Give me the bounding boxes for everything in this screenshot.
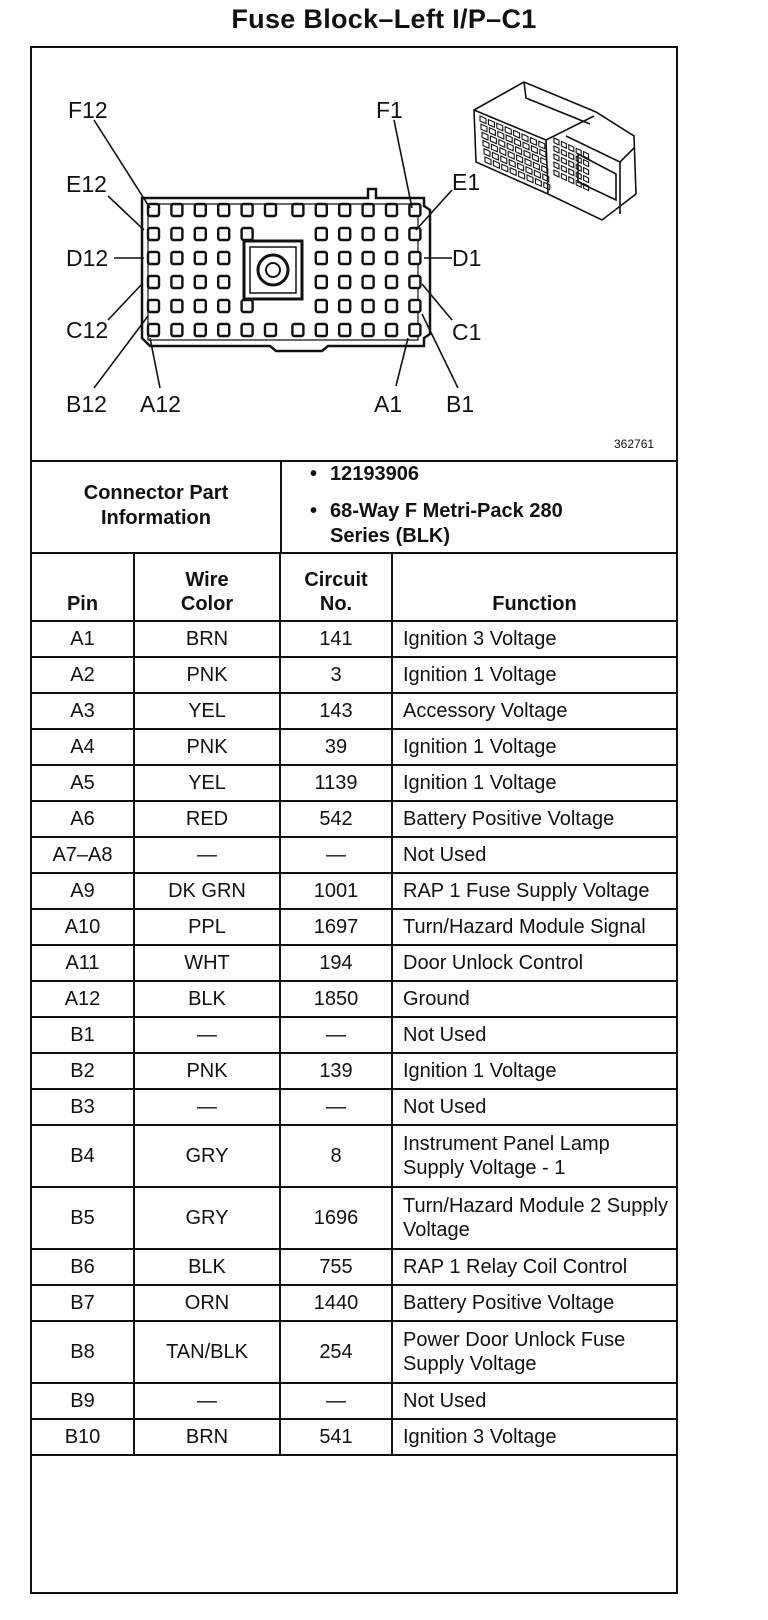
cell-pin: A7–A8 (32, 837, 134, 873)
cell-wire-color: PNK (134, 1053, 280, 1089)
cell-circuit-no: 194 (280, 945, 392, 981)
cell-function: Not Used (392, 1017, 676, 1053)
pin-cavity (386, 204, 397, 216)
cell-wire-color: BLK (134, 981, 280, 1017)
cell-wire-color: YEL (134, 693, 280, 729)
table-row (32, 1089, 676, 1125)
cell-circuit-no: 8 (280, 1125, 392, 1187)
pin-cavity (386, 252, 397, 264)
cell-circuit-no: 139 (280, 1053, 392, 1089)
cell-pin: A5 (32, 765, 134, 801)
pin-cavity (171, 300, 182, 312)
figure-number: 362761 (614, 437, 655, 451)
pin-cavity (292, 324, 303, 336)
pin-cavity (316, 300, 327, 312)
table-row (32, 621, 676, 657)
pin-cavity (386, 276, 397, 288)
cell-function: Not Used (392, 1383, 676, 1419)
pin-label-f12: F12 (68, 97, 108, 123)
pin-cavity (409, 300, 420, 312)
cell-function: Ignition 1 Voltage (392, 1053, 676, 1089)
cell-pin: B1 (32, 1017, 134, 1053)
table-row (32, 1321, 676, 1383)
cell-wire-color: RED (134, 801, 280, 837)
connector-isometric-view (474, 82, 636, 220)
cell-pin: B10 (32, 1419, 134, 1455)
table-row (32, 729, 676, 765)
cell-circuit-no: 1139 (280, 765, 392, 801)
pin-cavity (409, 228, 420, 240)
pin-label-e12: E12 (66, 171, 107, 197)
cell-circuit-no: 141 (280, 621, 392, 657)
table-row (32, 1285, 676, 1321)
cell-circuit-no: 541 (280, 1419, 392, 1455)
table-row (32, 801, 676, 837)
page-title: Fuse Block–Left I/P–C1 (231, 4, 537, 34)
cell-pin: A12 (32, 981, 134, 1017)
cell-wire-color: PNK (134, 729, 280, 765)
pin-cavity (148, 276, 159, 288)
cell-circuit-no: 1850 (280, 981, 392, 1017)
connector-face-drawing (32, 48, 676, 460)
table-row (32, 1125, 676, 1187)
table-row (32, 1249, 676, 1285)
pin-cavity (148, 324, 159, 336)
cell-pin: A10 (32, 909, 134, 945)
cell-pin: A2 (32, 657, 134, 693)
cell-wire-color: YEL (134, 765, 280, 801)
pin-cavity (386, 228, 397, 240)
cell-function: Ignition 1 Voltage (392, 765, 676, 801)
pin-cavity (409, 276, 420, 288)
connector-info-item: • 12193906 (310, 463, 419, 485)
pin-cavity (171, 252, 182, 264)
pin-cavity (242, 228, 253, 240)
pin-cavity (339, 204, 350, 216)
pin-cavity (148, 228, 159, 240)
connector-part-information (32, 460, 676, 554)
cell-circuit-no: 3 (280, 657, 392, 693)
cell-wire-color: BLK (134, 1249, 280, 1285)
cell-function: Door Unlock Control (392, 945, 676, 981)
cell-wire-color: — (134, 1017, 280, 1053)
pin-cavity (339, 228, 350, 240)
pinout-table (32, 552, 676, 1456)
table-row (32, 837, 676, 873)
table-row (32, 1053, 676, 1089)
table-row (32, 765, 676, 801)
connector-sheet (30, 46, 678, 1594)
cell-function: Accessory Voltage (392, 693, 676, 729)
cell-pin: A1 (32, 621, 134, 657)
connector-info-label: Connector Part Information (32, 460, 282, 552)
pin-cavity (339, 252, 350, 264)
pin-cavity (218, 276, 229, 288)
pin-cavity (218, 252, 229, 264)
table-row (32, 945, 676, 981)
pin-cavity (242, 324, 253, 336)
cell-function: Ignition 3 Voltage (392, 621, 676, 657)
cell-pin: B4 (32, 1125, 134, 1187)
pin-cavity (316, 252, 327, 264)
pin-cavity (363, 252, 374, 264)
pin-cavity (195, 300, 206, 312)
cell-circuit-no: — (280, 1017, 392, 1053)
pin-cavity (292, 204, 303, 216)
connector-info-list (282, 462, 672, 549)
header-wire-color: Wire Color (134, 552, 280, 621)
cell-function: RAP 1 Relay Coil Control (392, 1249, 676, 1285)
cell-function: Battery Positive Voltage (392, 801, 676, 837)
cell-circuit-no: 254 (280, 1321, 392, 1383)
cell-wire-color: PNK (134, 657, 280, 693)
pin-label-c1: C1 (452, 319, 482, 345)
cell-circuit-no: — (280, 837, 392, 873)
cell-pin: B3 (32, 1089, 134, 1125)
pin-cavity (195, 276, 206, 288)
cell-wire-color: BRN (134, 1419, 280, 1455)
cell-wire-color: BRN (134, 621, 280, 657)
pin-cavity (409, 252, 420, 264)
cell-pin: A9 (32, 873, 134, 909)
cell-circuit-no: 1440 (280, 1285, 392, 1321)
cell-function: Ignition 1 Voltage (392, 657, 676, 693)
cell-pin: B7 (32, 1285, 134, 1321)
pin-cavity (171, 276, 182, 288)
cell-circuit-no: 1696 (280, 1187, 392, 1249)
cell-function: Turn/Hazard Module 2 Supply Voltage (392, 1187, 676, 1249)
cell-function: Power Door Unlock Fuse Supply Voltage (392, 1321, 676, 1383)
pin-cavity (218, 324, 229, 336)
cell-function: Ignition 3 Voltage (392, 1419, 676, 1455)
cell-wire-color: PPL (134, 909, 280, 945)
cell-pin: B6 (32, 1249, 134, 1285)
pin-cavity (218, 228, 229, 240)
cell-wire-color: — (134, 1089, 280, 1125)
pin-label-e1: E1 (452, 169, 481, 195)
center-bolt (258, 255, 288, 285)
pin-cavity (316, 228, 327, 240)
pin-cavity (148, 204, 159, 216)
pin-label-d12: D12 (66, 245, 109, 271)
pin-cavity (171, 204, 182, 216)
cell-function: Instrument Panel Lamp Supply Voltage - 1 (392, 1125, 676, 1187)
pin-cavity (339, 276, 350, 288)
pin-cavity (218, 204, 229, 216)
pin-cavity (148, 300, 159, 312)
cell-wire-color: — (134, 837, 280, 873)
header-pin: Pin (32, 552, 134, 621)
connector-info-item: • 68-Way F Metri-Pack 280 Series (BLK) (310, 500, 563, 547)
cell-pin: B9 (32, 1383, 134, 1419)
pin-cavity (195, 252, 206, 264)
cell-pin: B5 (32, 1187, 134, 1249)
pin-label-a12: A12 (140, 391, 181, 417)
pin-cavity (171, 324, 182, 336)
cell-function: Not Used (392, 837, 676, 873)
cell-pin: B8 (32, 1321, 134, 1383)
pin-cavity (339, 324, 350, 336)
connector-diagram (32, 48, 676, 462)
table-row (32, 1419, 676, 1455)
pin-cavity (363, 300, 374, 312)
table-header-row (32, 552, 676, 621)
cell-circuit-no: 1001 (280, 873, 392, 909)
pin-label-a1: A1 (374, 391, 403, 417)
pin-label-c12: C12 (66, 317, 109, 343)
pin-cavity (242, 300, 253, 312)
cell-circuit-no: — (280, 1383, 392, 1419)
pin-cavity (363, 204, 374, 216)
cell-pin: A3 (32, 693, 134, 729)
pin-label-f1: F1 (376, 97, 403, 123)
pin-label-b12: B12 (66, 391, 107, 417)
pin-label-b1: B1 (446, 391, 475, 417)
cell-wire-color: ORN (134, 1285, 280, 1321)
cell-circuit-no: — (280, 1089, 392, 1125)
cell-pin: A11 (32, 945, 134, 981)
cell-circuit-no: 39 (280, 729, 392, 765)
table-row (32, 1017, 676, 1053)
cell-circuit-no: 1697 (280, 909, 392, 945)
pin-cavity (316, 276, 327, 288)
cell-function: Ignition 1 Voltage (392, 729, 676, 765)
pin-cavity (195, 204, 206, 216)
pin-cavity (171, 228, 182, 240)
table-row (32, 909, 676, 945)
pin-cavity (363, 324, 374, 336)
pin-cavity (386, 300, 397, 312)
table-row (32, 693, 676, 729)
cell-wire-color: — (134, 1383, 280, 1419)
pin-cavity (148, 252, 159, 264)
cell-function: Turn/Hazard Module Signal (392, 909, 676, 945)
pin-label-d1: D1 (452, 245, 482, 271)
pin-cavity (265, 204, 276, 216)
pin-cavity (195, 228, 206, 240)
cell-function: Not Used (392, 1089, 676, 1125)
table-row (32, 981, 676, 1017)
table-row (32, 657, 676, 693)
cell-wire-color: GRY (134, 1187, 280, 1249)
cell-wire-color: GRY (134, 1125, 280, 1187)
pin-cavity (409, 324, 420, 336)
pin-cavity (363, 276, 374, 288)
pin-cavity (242, 204, 253, 216)
header-circuit-no: Circuit No. (280, 552, 392, 621)
pin-cavity (363, 228, 374, 240)
cell-circuit-no: 542 (280, 801, 392, 837)
cell-function: RAP 1 Fuse Supply Voltage (392, 873, 676, 909)
cell-circuit-no: 143 (280, 693, 392, 729)
cell-wire-color: DK GRN (134, 873, 280, 909)
cell-function: Battery Positive Voltage (392, 1285, 676, 1321)
cell-pin: A4 (32, 729, 134, 765)
pin-cavity (316, 324, 327, 336)
table-row (32, 873, 676, 909)
pin-cavity (386, 324, 397, 336)
cell-pin: B2 (32, 1053, 134, 1089)
pin-cavity (339, 300, 350, 312)
table-row (32, 1187, 676, 1249)
cell-function: Ground (392, 981, 676, 1017)
pin-cavity (265, 324, 276, 336)
cell-pin: A6 (32, 801, 134, 837)
pin-cavity (195, 324, 206, 336)
pin-cavity (218, 300, 229, 312)
cell-circuit-no: 755 (280, 1249, 392, 1285)
cell-wire-color: WHT (134, 945, 280, 981)
pin-cavity (316, 204, 327, 216)
header-function: Function (392, 552, 676, 621)
table-row (32, 1383, 676, 1419)
cell-wire-color: TAN/BLK (134, 1321, 280, 1383)
